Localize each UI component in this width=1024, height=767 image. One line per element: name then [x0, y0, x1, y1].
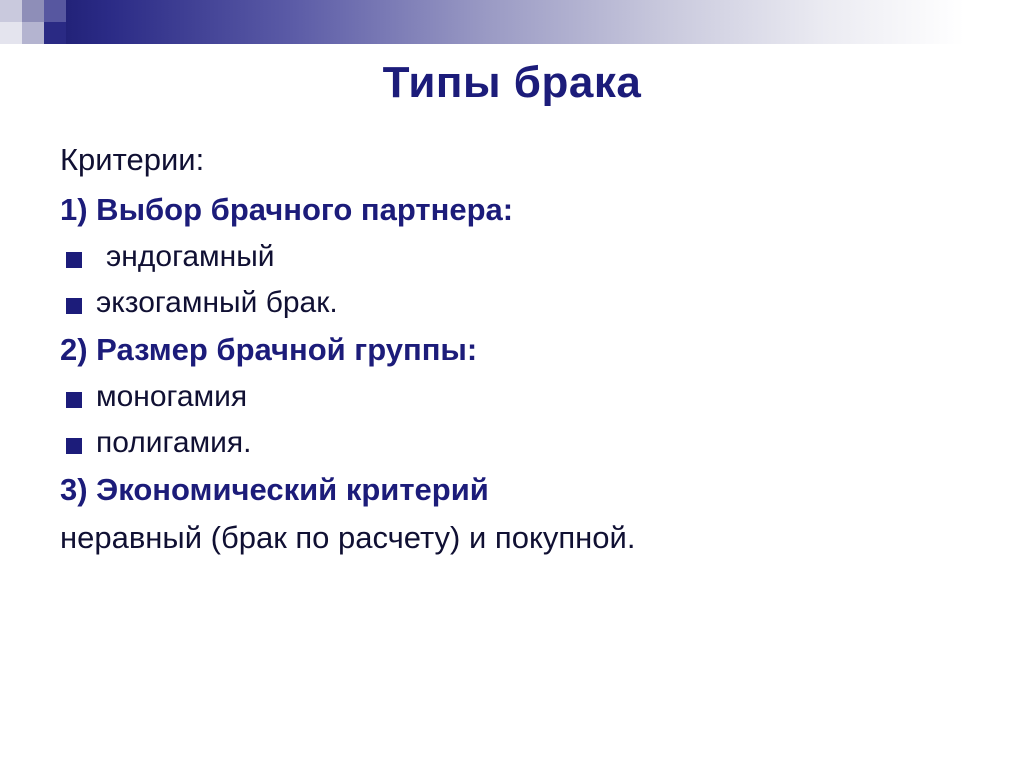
- header-square-3: [0, 22, 22, 44]
- list-item: [60, 426, 980, 460]
- square-bullet-icon: [66, 298, 82, 314]
- page-title: Типы брака: [382, 58, 642, 107]
- section-heading-1: 1) Выбор брачного партнера:: [60, 192, 514, 227]
- square-bullet-icon: [66, 438, 82, 454]
- header-square-2: [22, 0, 44, 22]
- square-bullet-icon: [66, 392, 82, 408]
- header-square-1: [0, 0, 22, 22]
- list-item: [60, 380, 980, 414]
- decorative-header-band: [0, 0, 1024, 44]
- section-heading-2: 2) Размер брачной группы:: [60, 332, 478, 367]
- header-square-4: [22, 22, 44, 44]
- criteria-intro: Критерии:: [60, 142, 205, 177]
- list-item: [60, 286, 980, 320]
- list-item: [60, 240, 980, 274]
- closing-text: неравный (брак по расчету) и покупной.: [60, 520, 636, 555]
- square-bullet-icon: [66, 252, 82, 268]
- section-heading-3: 3) Экономический критерий: [60, 472, 489, 507]
- header-square-6: [44, 22, 66, 44]
- header-gradient-bar: [30, 0, 1024, 44]
- list-item-label: экзогамный брак.: [96, 286, 338, 319]
- header-square-5: [44, 0, 66, 22]
- list-item-label: эндогамный: [106, 240, 275, 273]
- list-item-label: моногамия: [96, 380, 248, 413]
- list-item-label: полигамия.: [96, 426, 252, 459]
- slide-body: [60, 142, 980, 556]
